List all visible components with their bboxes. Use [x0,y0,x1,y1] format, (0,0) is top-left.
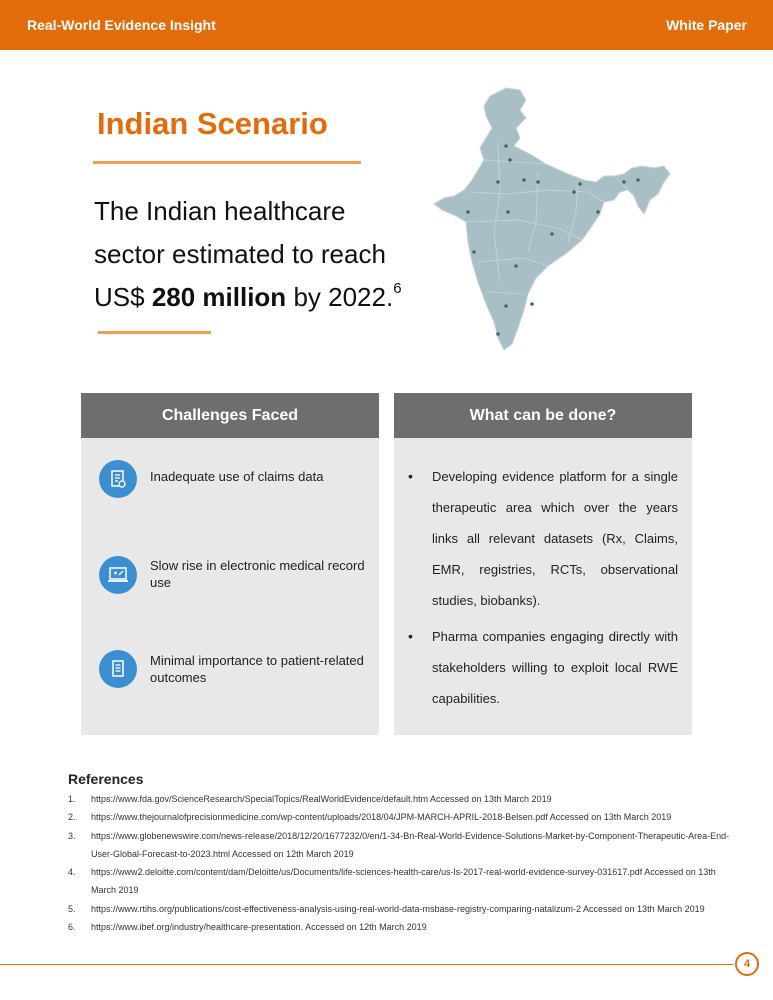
challenge-item [99,460,370,498]
challenge-text: Minimal importance to patient-related outcomes [150,653,364,685]
document-icon [99,460,137,498]
action-item [408,461,678,616]
reference-text[interactable]: https://www.thejournalofprecisionmedicine.com/wp-content/uploads/2018/04/JPM-MARCH-APRIL-2018-Belsen.pdf Accessed on 13th March 2019 [91,812,672,823]
headline-line2: sector estimated to reach [94,239,386,269]
challenges-card [81,393,379,735]
india-map-icon [428,82,678,357]
headline-line1: The Indian healthcare [94,196,346,226]
actions-header: What can be done? [394,393,692,438]
action-text: Developing evidence platform for a single therapeutic area which over the years links all relevant datasets (Rx, Claims, EMR, registries, RCTs, observational studies, biobanks). [432,469,678,608]
reference-item [68,827,733,864]
reference-number: 3. [68,830,76,841]
reference-text[interactable]: https://www.globenewswire.com/news-release/2018/12/20/1677232/0/en/1-34-Bn-Real-World-Evidence-Solutions-Market-by-Component-Therapeutic-Area-End-User-Global-Forecast-to-2023.html Accessed on 12th March 2019 [91,830,730,859]
challenge-text: Slow rise in electronic medical record use [150,558,365,590]
reference-number: 1. [68,794,76,804]
action-text: Pharma companies engaging directly with stakeholders willing to exploit local RWE capabilities. [432,629,678,706]
laptop-icon [99,556,137,594]
bullet: • [408,628,413,644]
reference-number: 5. [68,903,76,914]
headline-prefix: US$ [94,282,145,312]
references-list [68,790,733,936]
headline-underline [98,331,211,334]
headline-suffix: by 2022. [293,282,394,312]
references-title: References [68,771,144,787]
reference-text[interactable]: https://www.rtihs.org/publications/cost-effectiveness-analysis-using-real-world-data-msbase-registry-comparing-natalizum-2 Accessed on 13th March 2019 [91,903,705,914]
reference-number: 6. [68,922,76,933]
page-number: 4 [735,952,759,976]
reference-item [68,808,733,826]
reference-number: 2. [68,812,76,823]
actions-card [394,393,692,735]
title-underline [93,161,361,164]
bullet: • [408,468,413,484]
reference-item [68,863,733,900]
reference-text[interactable]: https://www2.deloitte.com/content/dam/Deloitte/us/Documents/life-sciences-health-care/us-ls-2017-real-world-evidence-survey-031617.pdf Accessed on 13th March 2019 [91,867,716,896]
section-title: Indian Scenario [97,106,328,141]
headline-line3 [94,276,414,319]
reference-text[interactable]: https://www.ibef.org/industry/healthcare-presentation. Accessed on 12th March 2019 [91,922,427,933]
challenge-item [99,553,370,594]
challenges-header: Challenges Faced [81,393,379,438]
reference-item [68,918,733,936]
header-right-title: White Paper [666,17,747,33]
challenge-item [99,650,370,688]
headline-amount: 280 million [151,282,287,312]
headline-footnote: 6 [393,280,402,297]
footer-rule [0,964,733,965]
headline [94,190,414,319]
reference-item [68,900,733,918]
reference-item [68,790,733,808]
challenge-text: Inadequate use of claims data [150,469,324,484]
reference-number: 4. [68,867,76,878]
header-left-title: Real-World Evidence Insight [27,17,216,33]
reference-text[interactable]: https://www.fda.gov/ScienceResearch/SpecialTopics/RealWorldEvidence/default.htm Accessed on 13th March 2019 [91,794,552,804]
page-header [0,0,773,50]
action-item [408,621,678,714]
report-icon [99,650,137,688]
